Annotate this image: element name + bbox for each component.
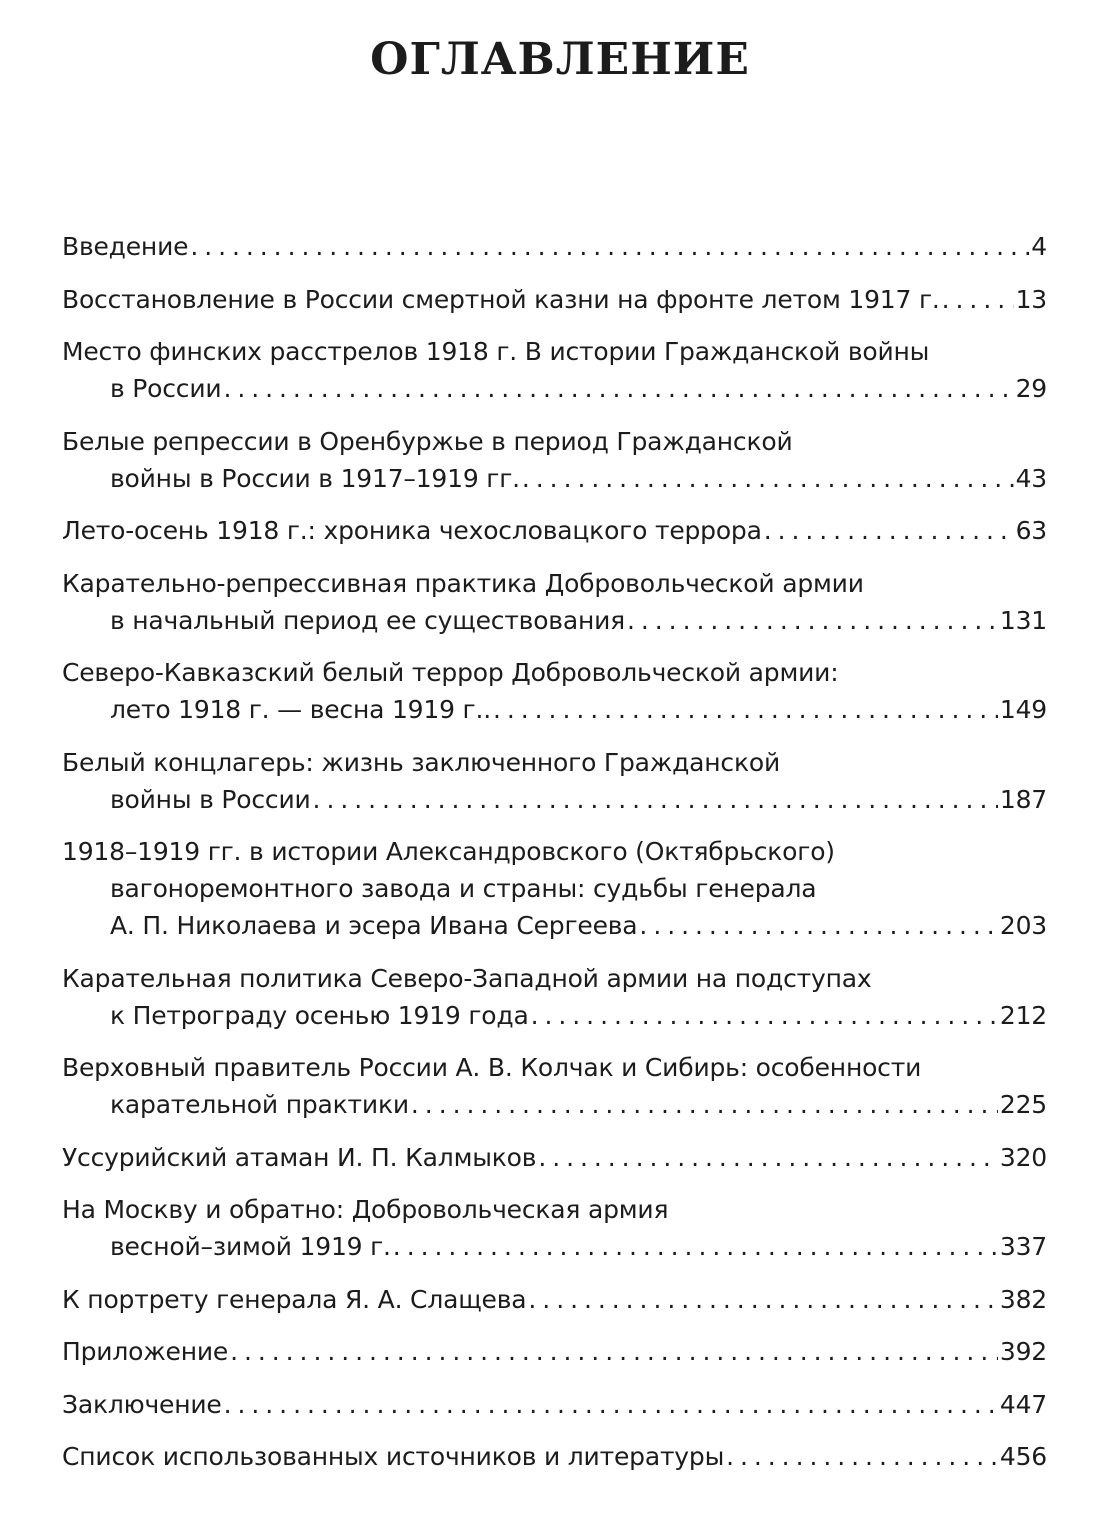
- toc-entry-title-line: К портрету генерала Я. А. Слащева: [62, 1284, 527, 1314]
- dot-leader: [528, 1281, 997, 1318]
- toc-page-number: 187: [999, 784, 1047, 814]
- toc-entry[interactable]: [62, 833, 1047, 944]
- toc-entry[interactable]: [62, 1281, 1047, 1318]
- dot-leader: [224, 1386, 998, 1423]
- toc-page-number: 320: [999, 1142, 1047, 1172]
- toc-entry-row: [62, 1281, 1047, 1318]
- toc-entry-title-line: войны в России в 1917–1919 гг.: [110, 463, 520, 493]
- toc-entry[interactable]: [62, 512, 1047, 549]
- toc-entry-title-line: 1918–1919 гг. в истории Александровского (Октябрьского): [62, 837, 835, 866]
- toc-entry-row: [62, 1228, 1047, 1265]
- toc-page-number: 29: [1015, 374, 1047, 403]
- dot-leader: [223, 370, 1013, 407]
- toc-entry-row: [62, 228, 1047, 265]
- page-title: ОГЛАВЛЕНИЕ: [370, 34, 750, 85]
- dot-leader: [764, 512, 1014, 549]
- toc-entry-title-line: вагоноремонтного завода и страны: судьбы генерала: [110, 874, 817, 903]
- dot-leader: [493, 691, 998, 728]
- toc-entry-row: [62, 1086, 1047, 1123]
- toc-page-number: 63: [1015, 516, 1047, 545]
- toc-entry-title-line: в России: [110, 374, 222, 403]
- toc-page-number: 382: [999, 1284, 1047, 1314]
- toc-entry-title-line: Введение: [62, 232, 189, 261]
- toc-entry-title-line: карательной практики: [110, 1090, 409, 1119]
- toc-entry[interactable]: [62, 1333, 1047, 1370]
- toc-entry[interactable]: [62, 1386, 1047, 1423]
- toc-entry-row: [62, 907, 1047, 944]
- toc-entry-title-line: Белые репрессии в Оренбуржье в период Гражданской: [62, 426, 793, 456]
- toc-entry-title-line: к Петрограду осенью 1919 года: [110, 1000, 529, 1030]
- toc-page-number: 392: [999, 1337, 1047, 1366]
- toc-entry-row: [62, 1386, 1047, 1423]
- toc-page-number: 131: [999, 605, 1047, 635]
- toc-page-number: 43: [1015, 463, 1047, 493]
- toc-entry[interactable]: [62, 281, 1047, 318]
- toc-entry-title-line: Уссурийский атаман И. П. Калмыков: [62, 1142, 537, 1172]
- dot-leader: [942, 281, 1014, 318]
- toc-page-number: 225: [999, 1090, 1047, 1119]
- toc-page-number: 337: [999, 1232, 1047, 1261]
- toc-entry-row: [62, 691, 1047, 728]
- toc-entry-title-line: лето 1918 г. — весна 1919 г..: [110, 695, 491, 724]
- toc-page-number: 447: [999, 1389, 1047, 1419]
- dot-leader: [627, 602, 998, 639]
- toc-page-number: 203: [999, 911, 1047, 940]
- dot-leader: [190, 228, 1029, 265]
- toc-entry-row: [62, 460, 1047, 497]
- toc-page-number: 149: [999, 695, 1047, 724]
- dot-leader: [393, 1228, 998, 1265]
- toc-entry-row: [62, 1139, 1047, 1176]
- toc-entry-title-line: Северо-Кавказский белый террор Добровольческой армии:: [62, 658, 839, 687]
- dot-leader: [313, 781, 998, 818]
- toc-entry[interactable]: [62, 1139, 1047, 1176]
- toc-page-number: 13: [1015, 284, 1047, 314]
- toc-entry-title-line: весной–зимой 1919 г.: [110, 1232, 391, 1261]
- toc-entry-title-line: Карательная политика Северо-Западной армии на подступах: [62, 963, 872, 993]
- toc-entry[interactable]: [62, 565, 1047, 639]
- toc-entry-title-line: войны в России: [110, 784, 311, 814]
- dot-leader: [522, 460, 1014, 497]
- dot-leader: [230, 1333, 998, 1370]
- toc-entry-title-line: Место финских расстрелов 1918 г. В истории Гражданской войны: [62, 337, 930, 366]
- toc-entry-row: [62, 370, 1047, 407]
- toc-entry-row: [62, 512, 1047, 549]
- dot-leader: [726, 1438, 998, 1475]
- toc-entry[interactable]: [62, 333, 1047, 407]
- toc-entry[interactable]: [62, 744, 1047, 818]
- toc-entry-title-line: Лето-осень 1918 г.: хроника чехословацкого террора: [62, 516, 762, 545]
- toc-entry-title-line: Заключение: [62, 1389, 222, 1419]
- toc-entry[interactable]: [62, 423, 1047, 497]
- toc-entry[interactable]: [62, 1049, 1047, 1123]
- toc-page-number: 4: [1031, 232, 1047, 261]
- toc-entry-title-line: Приложение: [62, 1337, 229, 1366]
- toc-entry-title-line: Белый концлагерь: жизнь заключенного Гражданской: [62, 747, 781, 777]
- dot-leader: [538, 1139, 998, 1176]
- dot-leader: [411, 1086, 998, 1123]
- toc-entry-title-line: в начальный период ее существования: [110, 605, 625, 635]
- toc-entry[interactable]: [62, 960, 1047, 1034]
- toc-entry[interactable]: [62, 1191, 1047, 1265]
- toc-entry[interactable]: [62, 1438, 1047, 1475]
- toc-page-number: 456: [999, 1442, 1047, 1471]
- toc-entry-title-line: Верховный правитель России А. В. Колчак и Сибирь: особенности: [62, 1053, 922, 1082]
- toc-entry[interactable]: [62, 654, 1047, 728]
- dot-leader: [639, 907, 997, 944]
- toc-entry-title-line: А. П. Николаева и эсера Ивана Сергеева: [110, 911, 638, 940]
- toc-entry-row: [62, 1438, 1047, 1475]
- toc-entry-row: [62, 997, 1047, 1034]
- toc-entry-title-line: Восстановление в России смертной казни на фронте летом 1917 г.: [62, 284, 940, 314]
- toc-entry-row: [62, 602, 1047, 639]
- toc-entry-row: [62, 281, 1047, 318]
- toc-entry-title-line: Карательно-репрессивная практика Добровольческой армии: [62, 568, 864, 598]
- toc-page-number: 212: [999, 1000, 1047, 1030]
- toc-entry-row: [62, 781, 1047, 818]
- dot-leader: [531, 997, 998, 1034]
- toc-entry-title-line: На Москву и обратно: Добровольческая армия: [62, 1195, 669, 1224]
- toc-entry-row: [62, 1333, 1047, 1370]
- toc-entry[interactable]: [62, 228, 1047, 265]
- table-of-contents: [62, 228, 1047, 1475]
- toc-entry-title-line: Список использованных источников и литературы: [62, 1442, 725, 1471]
